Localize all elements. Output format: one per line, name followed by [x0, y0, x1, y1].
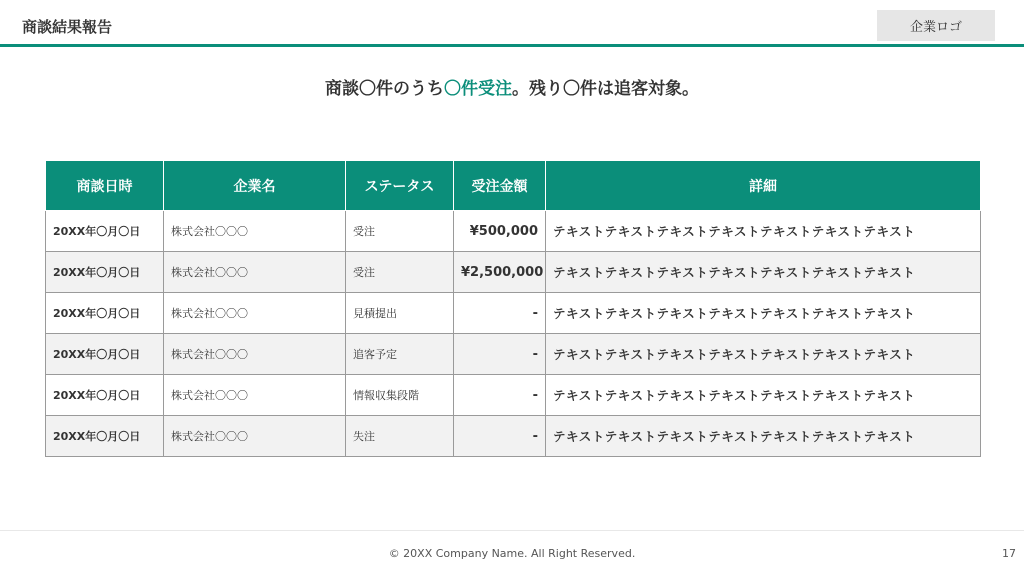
table-header-row [46, 161, 981, 211]
cell-amount: - [454, 416, 546, 457]
logo-label: 企業ロゴ [909, 20, 962, 35]
cell-status: 失注 [346, 416, 454, 457]
cell-status: 見積提出 [346, 293, 454, 334]
column-header-status: ステータス [346, 161, 454, 211]
headline-part1: 商談〇件のうち [325, 79, 444, 99]
cell-date: 20XX年〇月〇日 [46, 375, 164, 416]
headline-part2: 。残り〇件は追客対象。 [512, 79, 699, 99]
cell-amount: - [454, 334, 546, 375]
cell-amount: ¥500,000 [454, 211, 546, 252]
copyright-text: © 20XX Company Name. All Right Reserved. [388, 547, 636, 560]
deal-results-table [45, 160, 981, 457]
cell-company: 株式会社〇〇〇 [164, 375, 346, 416]
table-row [46, 334, 981, 375]
table-row [46, 375, 981, 416]
cell-date: 20XX年〇月〇日 [46, 211, 164, 252]
column-header-detail: 詳細 [546, 161, 981, 211]
cell-date: 20XX年〇月〇日 [46, 334, 164, 375]
cell-detail: テキストテキストテキストテキストテキストテキストテキスト [546, 375, 981, 416]
headline-accent: 〇件受注 [444, 79, 512, 99]
cell-company: 株式会社〇〇〇 [164, 252, 346, 293]
column-header-company: 企業名 [164, 161, 346, 211]
cell-detail: テキストテキストテキストテキストテキストテキストテキスト [546, 293, 981, 334]
cell-amount: - [454, 293, 546, 334]
cell-amount: ¥2,500,000 [454, 252, 546, 293]
cell-status: 情報収集段階 [346, 375, 454, 416]
summary-headline [0, 74, 1024, 99]
page-number: 17 [1002, 547, 1016, 560]
header-divider [0, 44, 1024, 47]
cell-status: 受注 [346, 252, 454, 293]
cell-status: 受注 [346, 211, 454, 252]
column-header-date: 商談日時 [46, 161, 164, 211]
cell-date: 20XX年〇月〇日 [46, 252, 164, 293]
cell-detail: テキストテキストテキストテキストテキストテキストテキスト [546, 334, 981, 375]
company-logo-placeholder [877, 10, 995, 41]
cell-detail: テキストテキストテキストテキストテキストテキストテキスト [546, 252, 981, 293]
table-row [46, 252, 981, 293]
table-row [46, 211, 981, 252]
cell-detail: テキストテキストテキストテキストテキストテキストテキスト [546, 416, 981, 457]
cell-date: 20XX年〇月〇日 [46, 416, 164, 457]
table-row [46, 416, 981, 457]
cell-amount: - [454, 375, 546, 416]
page-title: 商談結果報告 [22, 18, 113, 36]
table-row [46, 293, 981, 334]
footer-divider [0, 530, 1024, 531]
cell-company: 株式会社〇〇〇 [164, 416, 346, 457]
cell-company: 株式会社〇〇〇 [164, 211, 346, 252]
cell-status: 追客予定 [346, 334, 454, 375]
cell-company: 株式会社〇〇〇 [164, 334, 346, 375]
cell-date: 20XX年〇月〇日 [46, 293, 164, 334]
cell-company: 株式会社〇〇〇 [164, 293, 346, 334]
cell-detail: テキストテキストテキストテキストテキストテキストテキスト [546, 211, 981, 252]
column-header-amount: 受注金額 [454, 161, 546, 211]
